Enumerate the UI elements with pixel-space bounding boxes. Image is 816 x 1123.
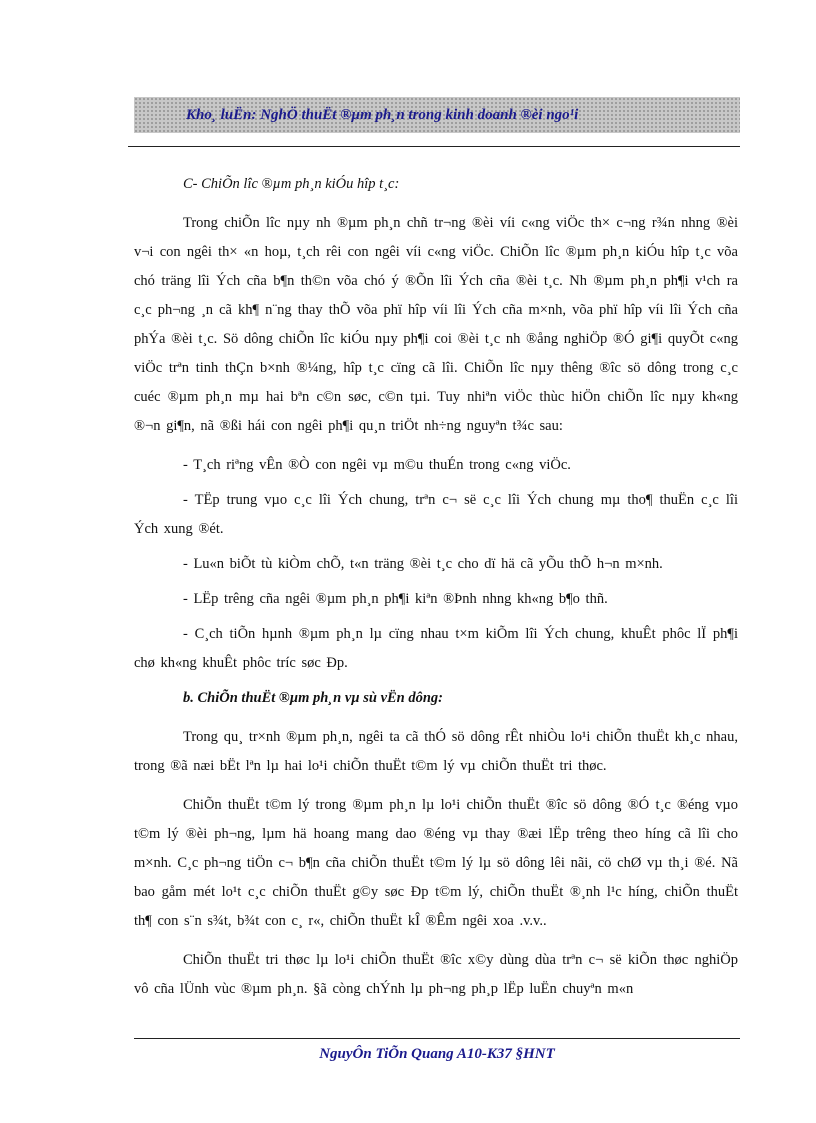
document-body <box>134 170 738 1014</box>
section-c-paragraph: Trong chiÕn lîc nµy nh ®µm ph¸n chñ tr¬ng ®èi víi c«ng viÖc th× c¬ng r¾n nhng ®èi v¬i con ngêi th× «n hoµ, t¸ch rêi con ngêi víi c«ng viÖc. ChiÕn lîc ®µm ph¸n kiÓu hîp t¸c võa chó träng lîi Ých cña b¶n th©n võa chó ý ®Õn lîi Ých cña ®èi t¸c. Nh ®µm ph¸n ph¶i v¹ch ra c¸c ph¬ng ¸n cã kh¶ n¨ng thay thÕ võa phï hîp víi lîi Ých cña m×nh, võa phï hîp víi lîi Ých cña phÝa ®èi t¸c. Sö dông chiÕn lîc kiÓu nµy ph¶i coi ®èi t¸c nh ®ång nghiÖp ®Ó gi¶i quyÕt c«ng viÖc trªn tinh thÇn b×nh ®¼ng, hîp t¸c cïng cã lîi. ChiÕn lîc nµy thêng ®îc sö dông trong c¸c cuéc ®µm ph¸n mµ hai bªn c©n søc, c©n tµi. Tuy nhiªn viÖc thùc hiÖn chiÕn lîc nµy kh«ng ®¬n gi¶n, nã ®ßi hái con ngêi ph¶i qu¸n triÖt nh÷ng nguyªn t¾c sau: <box>134 215 738 434</box>
header-divider <box>128 146 740 147</box>
principle-item: - T¸ch riªng vÊn ®Ò con ngêi vµ m©u thuÉn trong c«ng viÖc. <box>183 457 571 473</box>
document-footer-author: NguyÔn TiÕn Quang A10-K37 §HNT <box>319 1046 555 1062</box>
header-band <box>134 97 740 133</box>
principle-item: - TËp trung vµo c¸c lîi Ých chung, trªn c¬ së c¸c lîi Ých chung mµ tho¶ thuËn c¸c lîi Ých xung ®ét. <box>134 492 738 537</box>
principle-item: - LËp trêng cña ngêi ®µm ph¸n ph¶i kiªn ®Þnh nhng kh«ng b¶o thñ. <box>183 591 608 607</box>
principle-item: - Lu«n biÕt tù kiÒm chÕ, t«n träng ®èi t¸c cho dï hä cã yÕu thÕ h¬n m×nh. <box>183 556 663 572</box>
section-b-heading: b. ChiÕn thuËt ®µm ph¸n vµ sù vËn dông: <box>183 690 444 706</box>
footer-divider <box>134 1038 740 1039</box>
principle-item: - C¸ch tiÕn hµnh ®µm ph¸n lµ cïng nhau t×m kiÕm lîi Ých chung, khuÊt phôc lÏ ph¶i chø kh«ng khuÊt phôc tríc søc Ðp. <box>134 626 738 671</box>
section-b-paragraph: ChiÕn thuËt tri thøc lµ lo¹i chiÕn thuËt ®îc x©y dùng dùa trªn c¬ së kiÕn thøc nghiÖp vô cña lÜnh vùc ®µm ph¸n. §ã còng chÝnh lµ ph¬ng ph¸p lËp luËn chuyªn m«n <box>134 952 738 997</box>
section-b-paragraph: ChiÕn thuËt t©m lý trong ®µm ph¸n lµ lo¹i chiÕn thuËt ®îc sö dông ®Ó t¸c ®éng vµo t©m lý ®èi ph¬ng, lµm hä hoang mang dao ®éng vµ thay ®æi lËp trêng theo híng cã lîi cho m×nh. C¸c ph¬ng tiÖn c¬ b¶n cña chiÕn thuËt t©m lý lµ sö dông lêi nãi, cö chØ vµ th¸i ®é. Nã bao gåm mét lo¹t c¸c chiÕn thuËt g©y søc Ðp t©m lý, chiÕn thuËt ®¸nh l¹c híng, chiÕn thuËt th¶ con s¨n s¾t, b¾t con c¸ r«, chiÕn thuËt kÎ ®Êm ngêi xoa .v.v.. <box>134 797 738 929</box>
section-c-heading: C- ChiÕn lîc ®µm ph¸n kiÓu hîp t¸c: <box>183 176 400 192</box>
document-header-title: Kho¸ luËn: NghÖ thuËt ®µm ph¸n trong kinh doanh ®èi ngo¹i <box>186 106 579 123</box>
section-b-paragraph: Trong qu¸ tr×nh ®µm ph¸n, ngêi ta cã thÓ sö dông rÊt nhiÒu lo¹i chiÕn thuËt kh¸c nhau, trong ®ã næi bËt lªn lµ hai lo¹i chiÕn thuËt t©m lý vµ chiÕn thuËt tri thøc. <box>134 729 738 774</box>
